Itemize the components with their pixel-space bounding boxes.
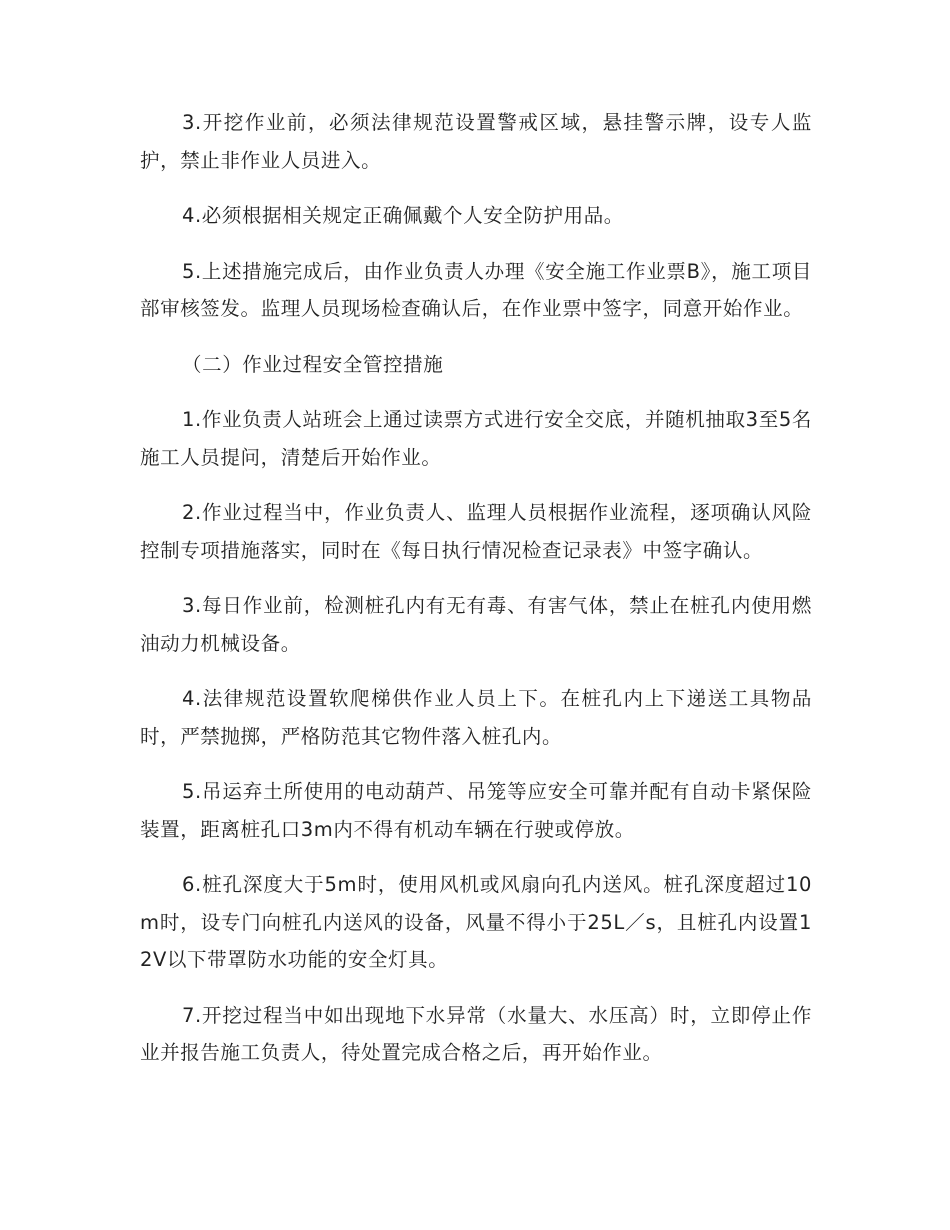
paragraph-process-6: 6.桩孔深度大于5m时，使用风机或风扇向孔内送风。桩孔深度超过10m时，设专门向桩孔内送风的设备，风量不得小于25L／s，且桩孔内设置12V以下带罩防水功能的安全灯具。 (140, 873, 812, 971)
paragraph-process-3: 3.每日作业前，检测桩孔内有无有毒、有害气体，禁止在桩孔内使用燃油动力机械设备。 (140, 594, 812, 655)
section-heading: （二）作业过程安全管控措施 (182, 352, 444, 376)
paragraph-process-4: 4.法律规范设置软爬梯供作业人员上下。在桩孔内上下递送工具物品时，严禁抛掷，严格防范其它物件落入桩孔内。 (140, 687, 812, 748)
document-body (140, 104, 812, 1090)
paragraph-measure-5: 5.上述措施完成后，由作业负责人办理《安全施工作业票B》，施工项目部审核签发。监理人员现场检查确认后，在作业票中签字，同意开始作业。 (140, 259, 812, 320)
paragraph-measure-4: 4.必须根据相关规定正确佩戴个人安全防护用品。 (182, 204, 624, 227)
paragraph-measure-3: 3.开挖作业前，必须法律规范设置警戒区域，悬挂警示牌，设专人监护，禁止非作业人员进入。 (140, 111, 812, 172)
paragraph-process-5: 5.吊运弃土所使用的电动葫芦、吊笼等应安全可靠并配有自动卡紧保险装置，距离桩孔口3m内不得有机动车辆在行驶或停放。 (140, 780, 812, 841)
paragraph-process-2: 2.作业过程当中，作业负责人、监理人员根据作业流程，逐项确认风险控制专项措施落实，同时在《每日执行情况检查记录表》中签字确认。 (140, 501, 812, 562)
paragraph-process-7: 7.开挖过程当中如出现地下水异常（水量大、水压高）时，立即停止作业并报告施工负责人，待处置完成合格之后，再开始作业。 (140, 1003, 812, 1064)
paragraph-process-1: 1.作业负责人站班会上通过读票方式进行安全交底，并随机抽取3至5名施工人员提问，清楚后开始作业。 (140, 408, 812, 469)
